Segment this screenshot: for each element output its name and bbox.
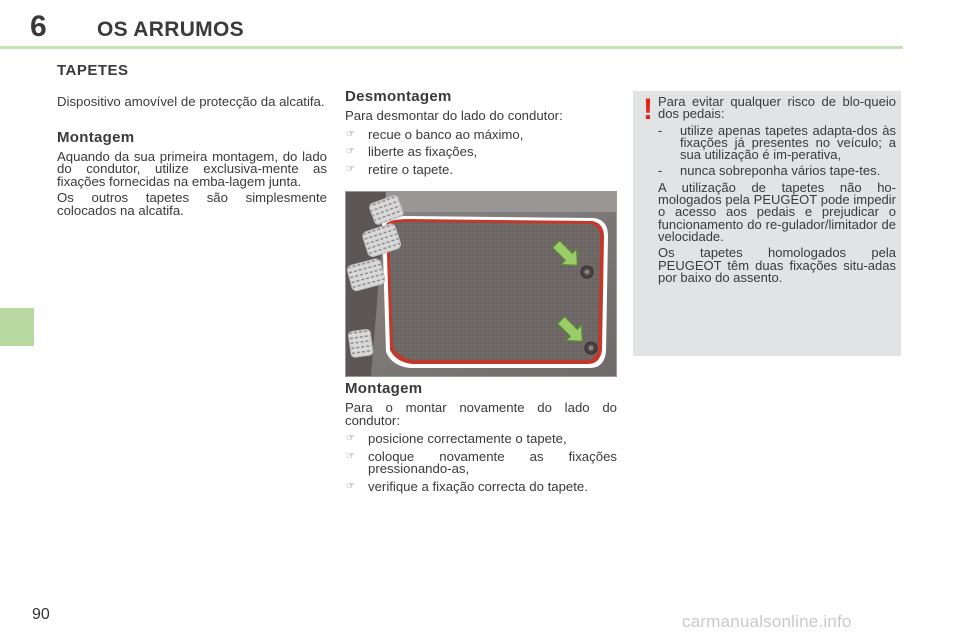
chapter-number: 6 [30, 10, 47, 43]
list-item: ☞ posicione correctamente o tapete, [346, 431, 567, 446]
list-item: ☞ retire o tapete. [346, 161, 454, 177]
montagem-intro: Para o montar novamente do lado do condutor: [345, 400, 617, 428]
pedal-icon [348, 329, 373, 358]
montagem-heading-middle: Montagem [345, 380, 423, 397]
warning-paragraph-3: Os tapetes homologados pela PEUGEOT têm duas fixações situ-adas por baixo do assento. [658, 245, 896, 285]
warning-box [633, 91, 901, 356]
desmontagem-heading: Desmontagem [345, 88, 452, 105]
pointing-hand-icon: ☞ [346, 433, 355, 444]
pointing-hand-icon: ☞ [346, 450, 355, 462]
chapter-side-tab [0, 308, 34, 346]
fixation-clip-icon [581, 266, 593, 278]
warning-intro: Para evitar qualquer risco de blo-queio dos pedais: [658, 94, 896, 122]
list-item: - nunca sobreponha vários tape-tes. [658, 163, 881, 179]
montagem-steps [345, 433, 617, 493]
warning-paragraph-2: A utilização de tapetes não ho-mologados pela PEUGEOT pode impedir o acesso aos pedais e prejudicar o funcionamento do re-gulador/limitador de velocidade. [658, 179, 896, 244]
pointing-hand-icon: ☞ [346, 128, 355, 140]
list-item: ☞ liberte as fixações, [346, 144, 478, 159]
desmontagem-section [345, 88, 617, 181]
pointing-hand-icon: ☞ [346, 146, 355, 157]
header-rule [0, 46, 903, 49]
intro-text: Dispositivo amovível de protecção da alcatifa. [57, 94, 325, 109]
montagem-paragraph-1: Aquando da sua primeira montagem, do lado do condutor, utilize exclusiva-mente as fixações fornecidas na emba-lagem junta. [57, 148, 327, 189]
left-column [57, 62, 327, 221]
fixation-clip-icon [585, 342, 597, 354]
floor-mat-photo [345, 191, 617, 377]
watermark: carmanualsonline.info [682, 612, 852, 631]
list-item: ☞ verifique a fixação correcta do tapete. [346, 478, 588, 494]
desmontagem-steps [345, 126, 617, 177]
page-number: 90 [32, 606, 50, 623]
pointing-hand-icon: ☞ [346, 163, 355, 175]
desmontagem-intro: Para desmontar do lado do condutor: [345, 108, 563, 123]
montagem-section [345, 380, 617, 498]
pointing-hand-icon: ☞ [346, 480, 355, 492]
section-title: TAPETES [57, 62, 129, 79]
montagem-paragraph-2: Os outros tapetes são simplesmente colocados na alcatifa. [57, 190, 327, 218]
chapter-title: OS ARRUMOS [97, 18, 244, 41]
list-item: ☞ recue o banco ao máximo, [346, 126, 524, 142]
montagem-heading-left: Montagem [57, 128, 135, 146]
list-item: ☞ coloque novamente as fixações pressionando-as, [346, 448, 617, 476]
list-item: - utilize apenas tapetes adapta-dos às fixações já presentes no veículo; a sua utilização é im-perativa, [658, 122, 896, 163]
warning-icon: ! [643, 93, 653, 126]
